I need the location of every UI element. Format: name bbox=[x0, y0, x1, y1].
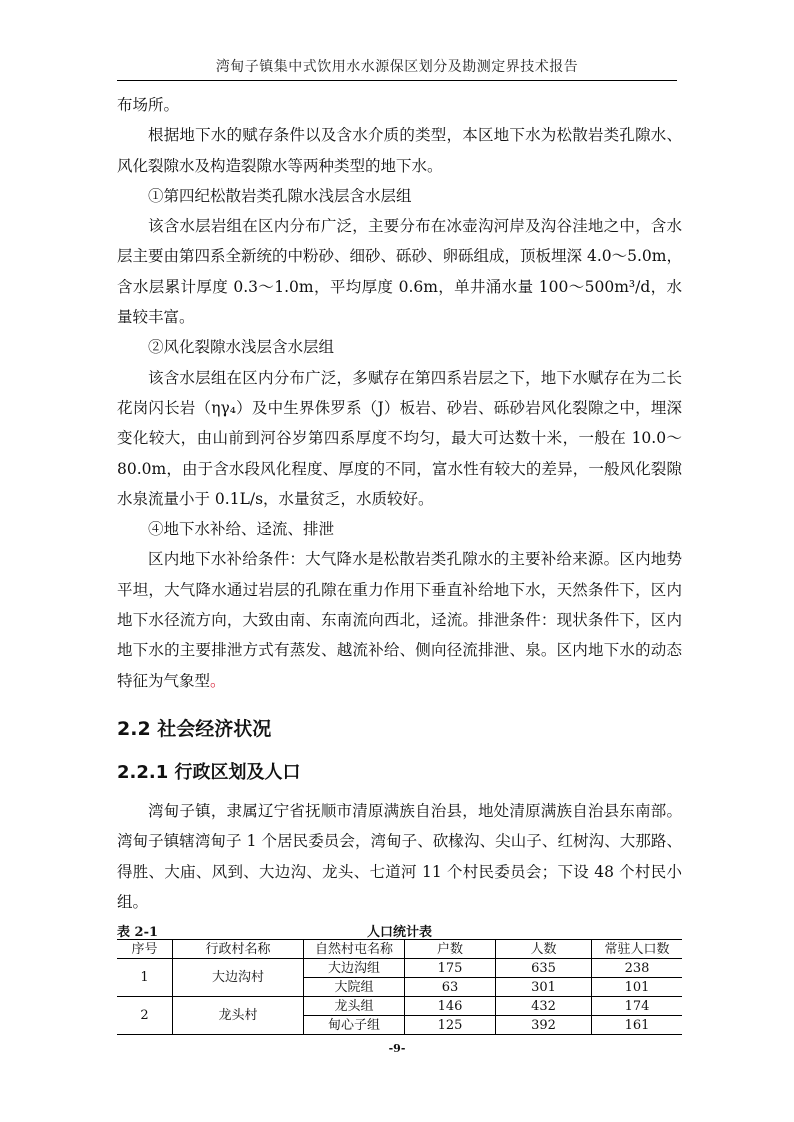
page-content bbox=[117, 90, 682, 1035]
households-cell: 125 bbox=[405, 1016, 496, 1035]
households-cell: 146 bbox=[405, 997, 496, 1016]
table-title: 人口统计表 bbox=[366, 925, 432, 941]
column-header: 常驻人口数 bbox=[592, 940, 683, 959]
page-number: -9- bbox=[388, 1042, 406, 1055]
hamlet-cell: 龙头组 bbox=[304, 997, 405, 1016]
paragraph: 该含水层岩组在区内分布广泛，主要分布在冰壶沟河岸及沟谷洼地之中，含水层主要由第四系全新统的中粉砂、细砂、砾砂、卵砾组成，顶板埋深 4.0～5.0m，含水层累计厚度 0.3～1.0m，平均厚度 0.6m，单井涌水量 100～500m³/d，水量较丰富。 bbox=[117, 217, 682, 327]
column-header: 自然村屯名称 bbox=[304, 940, 405, 959]
population-table bbox=[117, 939, 682, 1035]
subheading: ②风化裂隙水浅层含水层组 bbox=[148, 338, 335, 357]
resident-cell: 174 bbox=[592, 997, 683, 1016]
header-rule bbox=[117, 80, 677, 81]
resident-cell: 161 bbox=[592, 1016, 683, 1035]
village-cell: 龙头村 bbox=[173, 997, 304, 1035]
column-header: 行政村名称 bbox=[173, 940, 304, 959]
column-header: 人数 bbox=[496, 940, 592, 959]
index-cell: 2 bbox=[117, 997, 173, 1035]
hamlet-cell: 甸心子组 bbox=[304, 1016, 405, 1035]
people-cell: 392 bbox=[496, 1016, 592, 1035]
paragraph: 湾甸子镇，隶属辽宁省抚顺市清原满族自治县，地处清原满族自治县东南部。湾甸子镇辖湾甸子 1 个居民委员会，湾甸子、砍椽沟、尖山子、红树沟、大那路、得胜、大庙、风到、大边沟、龙头、七道河 11 个村民委员会；下设 48 个村民小组。 bbox=[117, 801, 682, 911]
paragraph: 布场所。 bbox=[117, 96, 180, 114]
paragraph-text: 区内地下水补给条件：大气降水是松散岩类孔隙水的主要补给来源。区内地势平坦，大气降水通过岩层的孔隙在重力作用下垂直补给地下水，天然条件下，区内地下水径流方向，大致由南、东南流向西北，迳流。排泄条件：现状条件下，区内地下水的主要排泄方式有蒸发、越流补给、侧向径流排泄、泉。区内地下水的动态特征为气象型 bbox=[117, 550, 682, 690]
resident-cell: 238 bbox=[592, 959, 683, 978]
paragraph: 该含水层组在区内分布广泛，多赋存在第四系岩层之下，地下水赋存在为二长花岗闪长岩（ηγ₄）及中生界侏罗系（J）板岩、砂岩、砾砂岩风化裂隙之中，埋深变化较大，由山前到河谷岁第四系厚度不均匀，最大可达数十米，一般在 10.0～80.0m，由于含水段风化程度、厚度的不同，富水性有较大的差异，一般风化裂隙水泉流量小于 0.1L/s，水量贫乏，水质较好。 bbox=[117, 368, 682, 508]
column-header: 户数 bbox=[405, 940, 496, 959]
subsection-heading: 2.2.1 行政区划及人口 bbox=[117, 761, 301, 783]
resident-cell: 101 bbox=[592, 978, 683, 997]
table-number: 表 2-1 bbox=[117, 925, 159, 941]
table-header-row bbox=[117, 940, 682, 959]
hamlet-cell: 大院组 bbox=[304, 978, 405, 997]
hamlet-cell: 大边沟组 bbox=[304, 959, 405, 978]
households-cell: 63 bbox=[405, 978, 496, 997]
table-row bbox=[117, 997, 682, 1016]
subheading: ①第四纪松散岩类孔隙水浅层含水层组 bbox=[148, 186, 412, 205]
subheading: ④地下水补给、迳流、排泄 bbox=[148, 520, 335, 539]
paragraph-end-mark: 。 bbox=[210, 671, 226, 690]
people-cell: 635 bbox=[496, 959, 592, 978]
table-row bbox=[117, 959, 682, 978]
running-header: 湾甸子镇集中式饮用水水源保区划分及勘测定界技术报告 bbox=[215, 59, 579, 75]
column-header: 序号 bbox=[117, 940, 173, 959]
table-caption bbox=[117, 919, 682, 939]
households-cell: 175 bbox=[405, 959, 496, 978]
index-cell: 1 bbox=[117, 959, 173, 997]
paragraph bbox=[117, 544, 682, 695]
village-cell: 大边沟村 bbox=[173, 959, 304, 997]
people-cell: 301 bbox=[496, 978, 592, 997]
section-heading: 2.2 社会经济状况 bbox=[117, 717, 272, 740]
paragraph: 根据地下水的赋存条件以及含水介质的类型，本区地下水为松散岩类孔隙水、风化裂隙水及构造裂隙水等两种类型的地下水。 bbox=[117, 126, 682, 175]
people-cell: 432 bbox=[496, 997, 592, 1016]
